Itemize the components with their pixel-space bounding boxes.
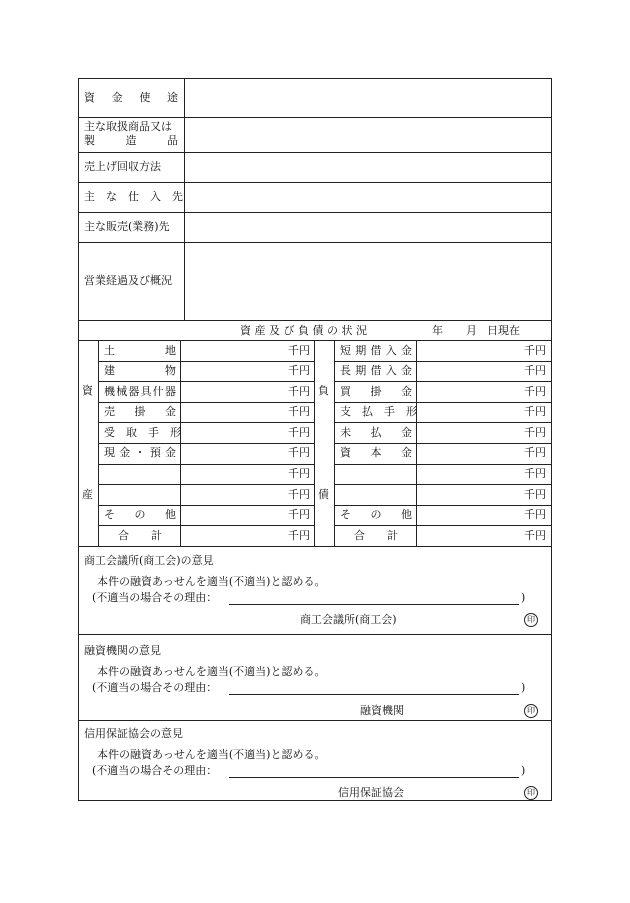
row-business-value[interactable] — [190, 250, 546, 312]
liab-group-label-2: 債 — [318, 488, 329, 501]
asset-label: 現金・預金 — [104, 446, 176, 459]
asset-unit: 千円 — [288, 488, 310, 501]
asset-unit: 千円 — [288, 426, 310, 439]
row-collection-label: 売上げ回収方法 — [84, 160, 161, 173]
liability-label: 長期借入金 — [340, 364, 412, 377]
assets-group-label-2: 産 — [82, 488, 93, 501]
opinion-chamber-signer: 商工会議所(商工会) — [300, 613, 397, 626]
liability-label: 資 本 金 — [340, 446, 412, 459]
opinion-chamber-title: 商工会議所(商工会)の意見 — [84, 554, 214, 567]
opinion-bank-title: 融資機関の意見 — [84, 644, 161, 657]
asset-unit: 千円 — [288, 467, 310, 480]
row-fund-use-value[interactable] — [190, 91, 546, 105]
asset-label-total: 合 計 — [118, 529, 162, 542]
liability-unit: 千円 — [524, 488, 546, 501]
assets-group-label-1: 資 — [82, 384, 93, 397]
balance-date-suffix: 日現在 — [487, 324, 520, 337]
row-fund-use-label: 資 金 使 途 — [84, 91, 178, 104]
row-suppliers-label: 主 な 仕 入 先 — [84, 190, 183, 203]
opinion-guarantee-line1: 本件の融資あっせんを適当(不適当)と認める。 — [97, 748, 326, 761]
liability-unit: 千円 — [524, 529, 546, 542]
liability-label: 支 払 手 形 — [340, 405, 417, 418]
opinion-bank-seal-icon: 印 — [524, 704, 538, 718]
opinion-chamber-close: ) — [521, 591, 526, 604]
opinion-guarantee-title: 信用保証協会の意見 — [84, 727, 183, 740]
liability-label: そ の 他 — [340, 508, 412, 521]
asset-label: 売 掛 金 — [104, 405, 176, 418]
opinion-guarantee-reason-field[interactable] — [229, 777, 519, 778]
liability-unit: 千円 — [524, 446, 546, 459]
asset-label: 土 地 — [104, 344, 176, 357]
liability-unit: 千円 — [524, 467, 546, 480]
balance-date-year: 年 — [432, 324, 443, 337]
row-products-label-2: 製 造 品 — [84, 134, 178, 147]
row-products-label-1: 主な取扱商品又は — [84, 120, 172, 133]
opinion-guarantee-reason-label: (不適当の場合その理由： — [92, 764, 218, 777]
liab-group-label-1: 負 — [318, 384, 329, 397]
asset-label: 機械器具什器 — [104, 385, 176, 398]
row-customers-label: 主な販売(業務)先 — [84, 220, 170, 233]
asset-unit: 千円 — [288, 446, 310, 459]
asset-label: 建 物 — [104, 364, 176, 377]
opinion-bank-close: ) — [521, 681, 526, 694]
opinion-chamber-reason-label: (不適当の場合その理由： — [92, 591, 218, 604]
asset-unit: 千円 — [288, 385, 310, 398]
asset-unit: 千円 — [288, 364, 310, 377]
liability-label: 買 掛 金 — [340, 385, 412, 398]
row-collection-value[interactable] — [190, 160, 546, 174]
balance-date-month: 月 — [466, 324, 477, 337]
liability-label-total: 合 計 — [354, 529, 398, 542]
liability-unit: 千円 — [524, 385, 546, 398]
opinion-guarantee-signer: 信用保証協会 — [338, 786, 404, 799]
opinion-bank-line1: 本件の融資あっせんを適当(不適当)と認める。 — [97, 665, 326, 678]
row-business-label: 営業経過及び概況 — [84, 274, 172, 287]
balance-title: 資 産 及 び 負 債 の 状 況 — [240, 324, 367, 337]
opinion-bank-reason-label: (不適当の場合その理由： — [92, 681, 218, 694]
asset-unit: 千円 — [288, 508, 310, 521]
liability-unit: 千円 — [524, 344, 546, 357]
asset-unit: 千円 — [288, 344, 310, 357]
row-suppliers-value[interactable] — [190, 190, 546, 204]
liability-unit: 千円 — [524, 405, 546, 418]
top-divider — [184, 78, 185, 320]
liability-unit: 千円 — [524, 364, 546, 377]
liability-label: 短期借入金 — [340, 344, 412, 357]
opinion-chamber-reason-field[interactable] — [229, 604, 519, 605]
row-customers-value[interactable] — [190, 220, 546, 234]
opinion-bank-signer: 融資機関 — [360, 704, 404, 717]
row-products-value[interactable] — [190, 127, 546, 141]
asset-label: 受 取 手 形 — [104, 426, 181, 439]
opinion-bank-reason-field[interactable] — [229, 694, 519, 695]
asset-unit: 千円 — [288, 405, 310, 418]
opinion-guarantee-close: ) — [521, 764, 526, 777]
asset-unit: 千円 — [288, 529, 310, 542]
liability-unit: 千円 — [524, 426, 546, 439]
asset-label: そ の 他 — [104, 508, 176, 521]
opinion-chamber-line1: 本件の融資あっせんを適当(不適当)と認める。 — [97, 575, 326, 588]
liability-label: 未 払 金 — [340, 426, 412, 439]
opinion-chamber-seal-icon: 印 — [524, 613, 538, 627]
liability-unit: 千円 — [524, 508, 546, 521]
opinion-guarantee-seal-icon: 印 — [524, 786, 538, 800]
